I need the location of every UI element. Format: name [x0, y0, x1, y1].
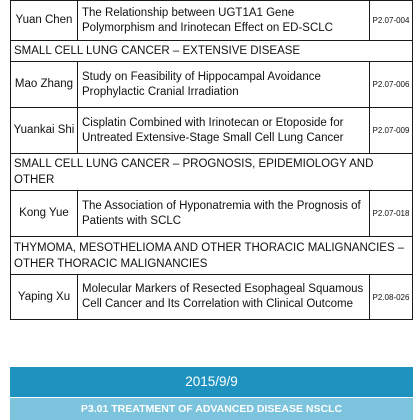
abstract-code: P2.07-009: [370, 108, 413, 154]
abstract-code: P2.07-004: [370, 1, 413, 41]
section-header-row: [11, 41, 413, 62]
section-header-row: [11, 237, 413, 275]
abstract-title: Cisplatin Combined with Irinotecan or Etoposide for Untreated Extensive-Stage Small Cell Lung Cancer: [78, 108, 370, 154]
author-name: Yuankai Shi: [11, 108, 78, 154]
abstract-code: P2.07-006: [370, 62, 413, 108]
section-header: SMALL CELL LUNG CANCER – EXTENSIVE DISEASE: [11, 41, 413, 62]
abstract-code: P2.07-018: [370, 191, 413, 237]
table-row: [11, 1, 413, 41]
session-header: P3.01 TREATMENT OF ADVANCED DISEASE NSCLC: [10, 398, 413, 420]
abstract-title: Molecular Markers of Resected Esophageal Squamous Cell Cancer and Its Correlation with Clinical Outcome: [78, 275, 370, 320]
section-header: THYMOMA, MESOTHELIOMA AND OTHER THORACIC MALIGNANCIES – OTHER THORACIC MALIGNANCIES: [11, 237, 413, 275]
author-name: Kong Yue: [11, 191, 78, 237]
schedule-table: [10, 0, 413, 320]
section-header-row: [11, 154, 413, 191]
abstract-title: The Relationship between UGT1A1 Gene Polymorphism and Irinotecan Effect on ED-SCLC: [78, 1, 370, 41]
author-name: Mao Zhang: [11, 62, 78, 108]
table-row: [11, 62, 413, 108]
author-name: Yaping Xu: [11, 275, 78, 320]
abstract-title: The Association of Hyponatremia with the Prognosis of Patients with SCLC: [78, 191, 370, 237]
table-row: [11, 191, 413, 237]
poster-schedule: [10, 0, 413, 420]
abstract-title: Study on Feasibility of Hippocampal Avoidance Prophylactic Cranial Irradiation: [78, 62, 370, 108]
author-name: Yuan Chen: [11, 1, 78, 41]
section-header: SMALL CELL LUNG CANCER – PROGNOSIS, EPIDEMIOLOGY AND OTHER: [11, 154, 413, 191]
date-header: 2015/9/9: [10, 367, 413, 397]
table-row: [11, 108, 413, 154]
table-row: [11, 275, 413, 320]
abstract-code: P2.08-026: [370, 275, 413, 320]
